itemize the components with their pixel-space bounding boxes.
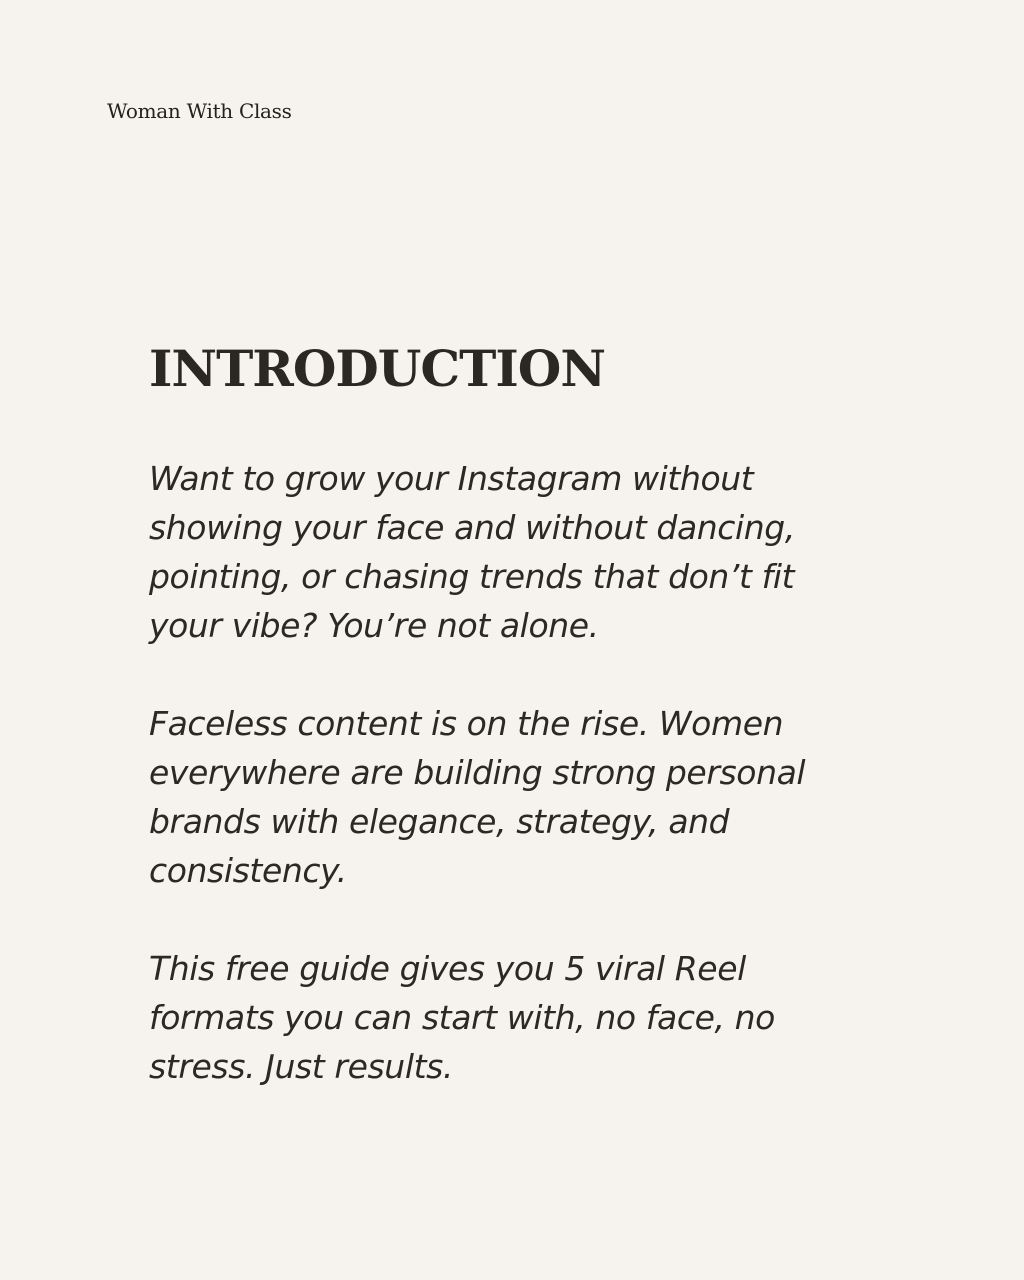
brand-name: Woman With Class (107, 99, 292, 123)
intro-paragraph-2: Faceless content is on the rise. Women everywhere are building strong personal brands with elegance, strategy, and consistency. (149, 704, 806, 890)
introduction-section (149, 338, 869, 1091)
intro-paragraph-1: Want to grow your Instagram without showing your face and without dancing, pointing, or chasing trends that don’t fit your vibe? You’re not alone. (149, 459, 795, 645)
introduction-body (149, 454, 869, 1091)
intro-paragraph-3: This free guide gives you 5 viral Reel formats you can start with, no face, no stress. Just results. (149, 949, 775, 1086)
section-title: INTRODUCTION (149, 339, 606, 398)
